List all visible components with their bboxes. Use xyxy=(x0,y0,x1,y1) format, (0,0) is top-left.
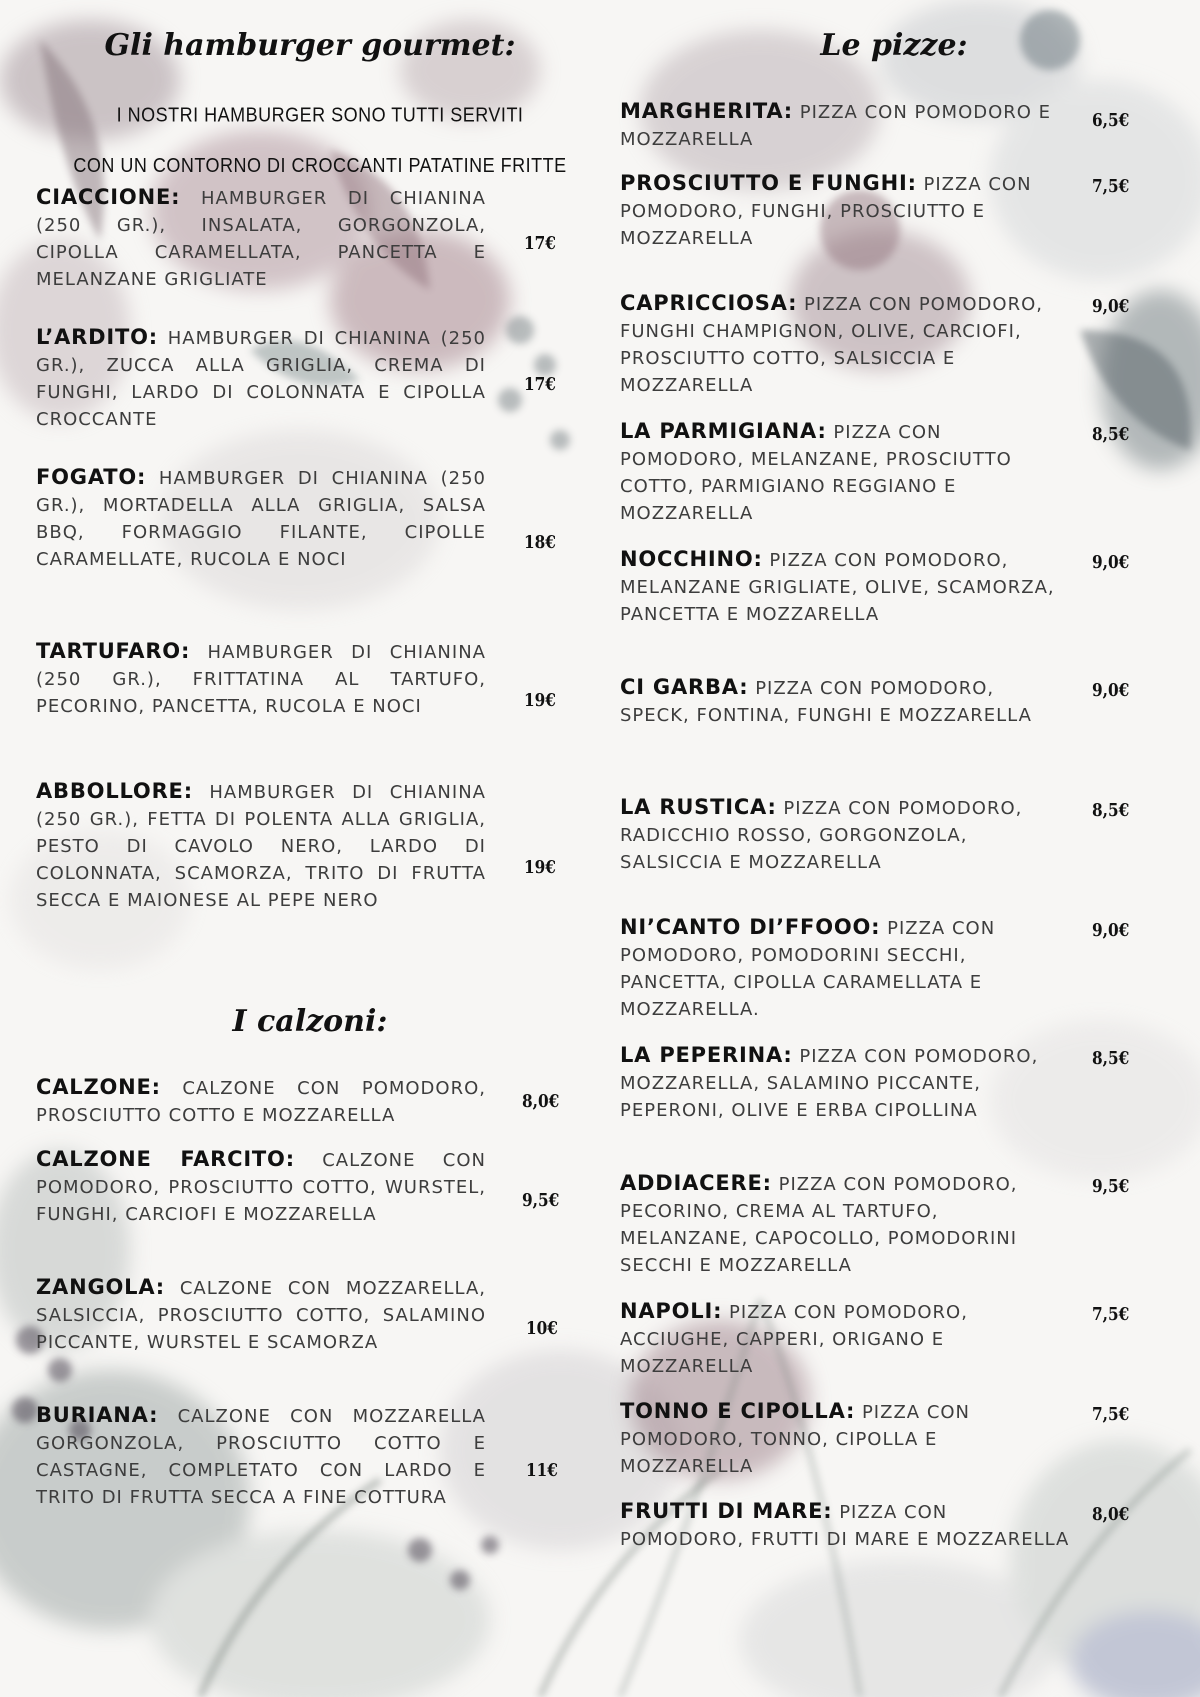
menu-item-la-parmigiana xyxy=(620,418,1070,527)
item-name: TONNO E CIPOLLA: xyxy=(620,1399,856,1423)
item-name: TARTUFARO: xyxy=(36,639,191,663)
menu-item-la-rustica xyxy=(620,794,1070,876)
menu-item-fogato xyxy=(36,464,486,573)
item-price: 8,0€ xyxy=(522,1091,560,1112)
item-price: 8,5€ xyxy=(1092,424,1130,445)
item-name: NAPOLI: xyxy=(620,1299,723,1323)
item-description: PIZZA CON POMODORO, SPECK, FONTINA, FUNGHI E MOZZARELLA xyxy=(620,678,1032,726)
menu-item-capricciosa xyxy=(620,290,1070,399)
item-description: CALZONE CON MOZZARELLA, SALSICCIA, PROSCIUTTO COTTO, SALAMINO PICCANTE, WURSTEL E SCAMORZA xyxy=(36,1278,486,1353)
item-description: HAMBURGER DI CHIANINA (250 GR.), FETTA DI POLENTA ALLA GRIGLIA, PESTO DI CAVOLO NERO, LARDO DI COLONNATA, SCAMORZA, TRITO DI FRUTTA SECCA E MAIONESE AL PEPE NERO xyxy=(36,782,486,911)
item-price: 9,5€ xyxy=(522,1190,560,1211)
menu-item-margherita xyxy=(620,98,1070,153)
hamburger-intro xyxy=(70,89,570,190)
item-price: 19€ xyxy=(524,857,556,878)
menu-item-tartufaro xyxy=(36,638,486,720)
menu-item-buriana xyxy=(36,1402,486,1511)
menu-item-prosciutto-e-funghi xyxy=(620,170,1070,252)
item-price: 19€ xyxy=(524,690,556,711)
item-name: FOGATO: xyxy=(36,465,147,489)
item-description: PIZZA CON POMODORO, POMODORINI SECCHI, PANCETTA, CIPOLLA CARAMELLATA E MOZZARELLA. xyxy=(620,918,996,1020)
item-name: LA PARMIGIANA: xyxy=(620,419,827,443)
item-name: MARGHERITA: xyxy=(620,99,793,123)
menu-item-lardito xyxy=(36,324,486,433)
item-description: PIZZA CON POMODORO, TONNO, CIPOLLA E MOZZARELLA xyxy=(620,1402,971,1477)
item-description: HAMBURGER DI CHIANINA (250 GR.), FRITTATINA AL TARTUFO, PECORINO, PANCETTA, RUCOLA E NOCI xyxy=(36,642,486,717)
item-name: LA RUSTICA: xyxy=(620,795,777,819)
item-description: HAMBURGER DI CHIANINA (250 GR.), ZUCCA ALLA GRIGLIA, CREMA DI FUNGHI, LARDO DI COLONNATA E CIPOLLA CROCCANTE xyxy=(36,328,486,430)
item-name: NI’CANTO DI’FFOOO: xyxy=(620,915,881,939)
item-description: PIZZA CON POMODORO, FUNGHI, PROSCIUTTO E MOZZARELLA xyxy=(620,174,1032,249)
item-description: PIZZA CON POMODORO, MELANZANE GRIGLIATE, OLIVE, SCAMORZA, PANCETTA E MOZZARELLA xyxy=(620,550,1055,625)
item-description: PIZZA CON POMODORO E MOZZARELLA xyxy=(620,102,1052,150)
item-name: CAPRICCIOSA: xyxy=(620,291,798,315)
item-description: HAMBURGER DI CHIANINA (250 GR.), INSALATA, GORGONZOLA, CIPOLLA CARAMELLATA, PANCETTA E MELANZANE GRIGLIATE xyxy=(36,188,486,290)
item-price: 7,5€ xyxy=(1092,176,1130,197)
menu-item-nocchino xyxy=(620,546,1070,628)
item-price: 9,0€ xyxy=(1092,552,1130,573)
hamburger-intro-line-1: I NOSTRI HAMBURGER SONO TUTTI SERVITI xyxy=(116,103,524,127)
menu-item-addiacere xyxy=(620,1170,1070,1279)
menu-item-calzone-farcito xyxy=(36,1146,486,1228)
menu-item-ci-garba xyxy=(620,674,1070,729)
item-name: ADDIACERE: xyxy=(620,1171,772,1195)
menu-item-napoli xyxy=(620,1298,1070,1380)
item-price: 7,5€ xyxy=(1092,1404,1130,1425)
item-price: 9,0€ xyxy=(1092,296,1130,317)
item-price: 8,5€ xyxy=(1092,1048,1130,1069)
item-name: NOCCHINO: xyxy=(620,547,763,571)
item-price: 9,0€ xyxy=(1092,920,1130,941)
item-name: L’ARDITO: xyxy=(36,325,158,349)
menu-item-abbollore xyxy=(36,778,486,914)
item-price: 7,5€ xyxy=(1092,1304,1130,1325)
item-description: PIZZA CON POMODORO, PECORINO, CREMA AL TARTUFO, MELANZANE, CAPOCOLLO, POMODORINI SECCHI E MOZZARELLA xyxy=(620,1174,1018,1276)
item-price: 10€ xyxy=(526,1318,558,1339)
item-price: 18€ xyxy=(524,532,556,553)
item-price: 8,5€ xyxy=(1092,800,1130,821)
item-description: PIZZA CON POMODORO, MOZZARELLA, SALAMINO PICCANTE, PEPERONI, OLIVE E ERBA CIPOLLINA xyxy=(620,1046,1039,1121)
item-name: CI GARBA: xyxy=(620,675,749,699)
item-name: CIACCIONE: xyxy=(36,185,181,209)
menu-item-frutti-di-mare xyxy=(620,1498,1070,1553)
menu-item-tonno-e-cipolla xyxy=(620,1398,1070,1480)
item-price: 17€ xyxy=(524,374,556,395)
item-name: CALZONE: xyxy=(36,1075,161,1099)
item-name: LA PEPERINA: xyxy=(620,1043,793,1067)
item-description: PIZZA CON POMODORO, MELANZANE, PROSCIUTTO COTTO, PARMIGIANO REGGIANO E MOZZARELLA xyxy=(620,422,1012,524)
item-price: 11€ xyxy=(526,1460,558,1481)
item-price: 17€ xyxy=(524,233,556,254)
item-name: CALZONE FARCITO: xyxy=(36,1147,295,1171)
item-description: PIZZA CON POMODORO, RADICCHIO ROSSO, GORGONZOLA, SALSICCIA E MOZZARELLA xyxy=(620,798,1023,873)
item-name: ZANGOLA: xyxy=(36,1275,165,1299)
menu-item-zangola xyxy=(36,1274,486,1356)
menu-item-ciaccione xyxy=(36,184,486,293)
item-name: ABBOLLORE: xyxy=(36,779,193,803)
pizze-section-title: Le pizze: xyxy=(820,28,968,63)
item-description: CALZONE CON POMODORO, PROSCIUTTO COTTO E MOZZARELLA xyxy=(36,1078,486,1126)
item-description: HAMBURGER DI CHIANINA (250 GR.), MORTADELLA ALLA GRIGLIA, SALSA BBQ, FORMAGGIO FILANTE, CIPOLLE CARAMELLATE, RUCOLA E NOCI xyxy=(36,468,486,570)
item-name: FRUTTI DI MARE: xyxy=(620,1499,833,1523)
calzoni-section-title: I calzoni: xyxy=(232,1004,388,1039)
item-name: PROSCIUTTO E FUNGHI: xyxy=(620,171,917,195)
item-price: 9,0€ xyxy=(1092,680,1130,701)
hamburger-section-title: Gli hamburger gourmet: xyxy=(104,28,516,63)
menu-item-calzone xyxy=(36,1074,486,1129)
menu-item-nicanto-diffooo xyxy=(620,914,1070,1023)
item-description: PIZZA CON POMODORO, ACCIUGHE, CAPPERI, ORIGANO E MOZZARELLA xyxy=(620,1302,968,1377)
item-description: CALZONE CON MOZZARELLA GORGONZOLA, PROSCIUTTO COTTO E CASTAGNE, COMPLETATO CON LARDO E TRITO DI FRUTTA SECCA A FINE COTTURA xyxy=(36,1406,486,1508)
item-description: CALZONE CON POMODORO, PROSCIUTTO COTTO, WURSTEL, FUNGHI, CARCIOFI E MOZZARELLA xyxy=(36,1150,486,1225)
hamburger-intro-line-2: CON UN CONTORNO DI CROCCANTI PATATINE FRITTE xyxy=(73,153,567,177)
item-price: 6,5€ xyxy=(1092,110,1130,131)
item-description: PIZZA CON POMODORO, FUNGHI CHAMPIGNON, OLIVE, CARCIOFI, PROSCIUTTO COTTO, SALSICCIA E MOZZARELLA xyxy=(620,294,1043,396)
item-price: 9,5€ xyxy=(1092,1176,1130,1197)
item-description: PIZZA CON POMODORO, FRUTTI DI MARE E MOZZARELLA xyxy=(620,1502,1070,1550)
menu-item-la-peperina xyxy=(620,1042,1070,1124)
item-name: BURIANA: xyxy=(36,1403,159,1427)
item-price: 8,0€ xyxy=(1092,1504,1130,1525)
